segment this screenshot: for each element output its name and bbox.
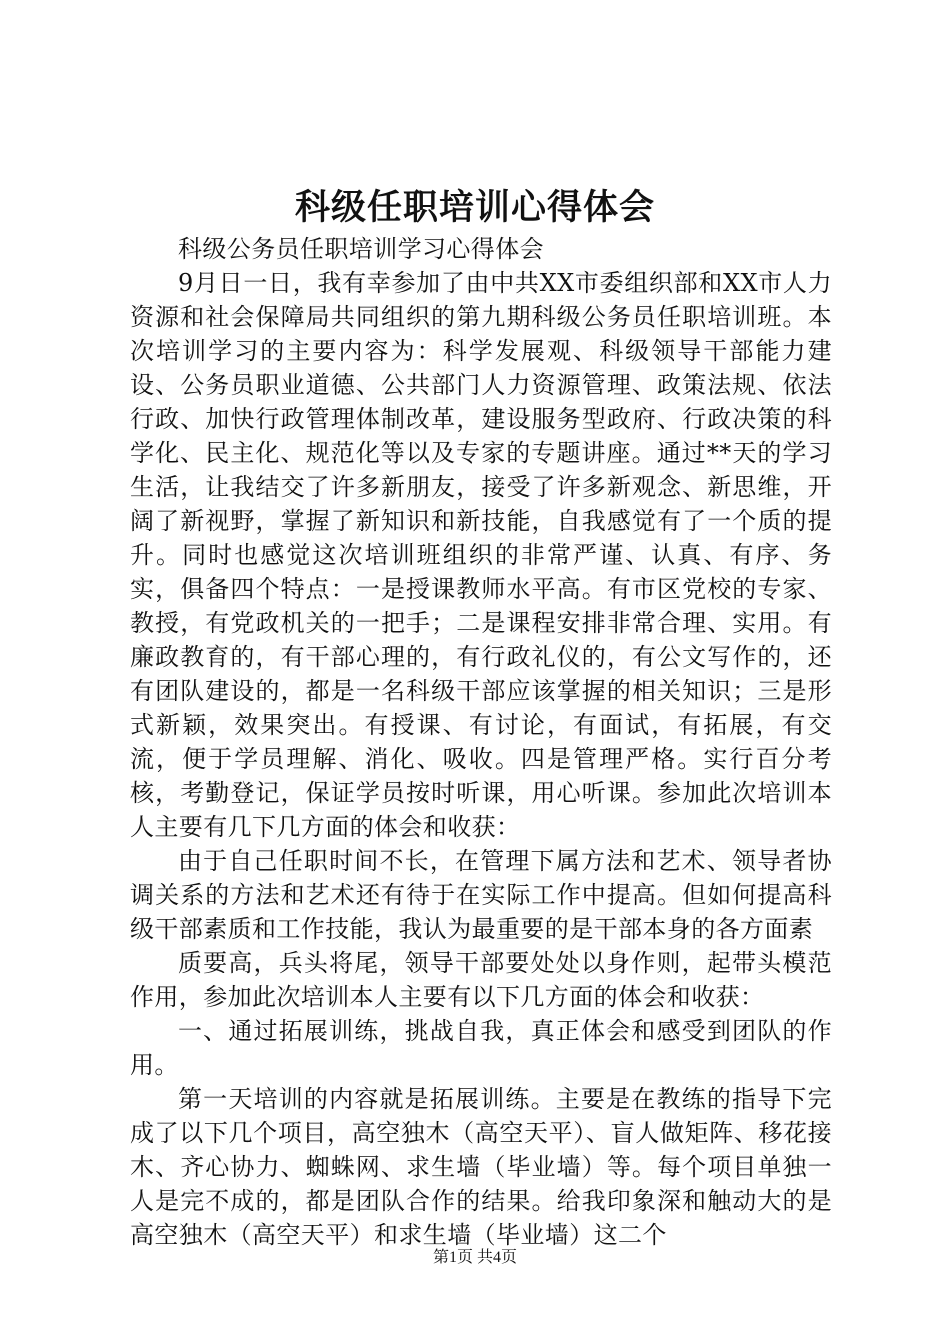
document-body <box>130 232 832 1252</box>
paragraph: 一、通过拓展训练，挑战自我，真正体会和感受到团队的作用。 <box>130 1017 832 1079</box>
paragraph: 由于自己任职时间不长，在管理下属方法和艺术、领导者协调关系的方法和艺术还有待于在实际工作中提高。但如何提高科级干部素质和工作技能，我认为最重要的是干部本身的各方面素 <box>130 847 832 943</box>
paragraph: 第一天培训的内容就是拓展训练。主要是在教练的指导下完成了以下几个项目，高空独木（高空天平）、盲人做矩阵、移花接木、齐心协力、蜘蛛网、求生墙（毕业墙）等。每个项目单独一人是完不成的，都是团队合作的结果。给我印象深和触动大的是高空独木（高空天平）和求生墙（毕业墙）这二个 <box>130 1085 832 1249</box>
paragraph-subtitle: 科级公务员任职培训学习心得体会 <box>178 235 544 263</box>
paragraph: 质要高，兵头将尾，领导干部要处处以身作则，起带头模范作用，参加此次培训本人主要有以下几方面的体会和收获： <box>130 949 832 1011</box>
paragraph: 9月日一日，我有幸参加了由中共XX市委组织部和XX市人力资源和社会保障局共同组织的第九期科级公务员任职培训班。本次培训学习的主要内容为：科学发展观、科级领导干部能力建设、公务员职业道德、公共部门人力资源管理、政策法规、依法行政、加快行政管理体制改革，建设服务型政府、行政决策的科学化、民主化、规范化等以及专家的专题讲座。通过**天的学习生活，让我结交了许多新朋友，接受了许多新观念、新思维，开阔了新视野，掌握了新知识和新技能，自我感觉有了一个质的提升。同时也感觉这次培训班组织的非常严谨、认真、有序、务实，俱备四个特点：一是授课教师水平高。有市区党校的专家、教授，有党政机关的一把手；二是课程安排非常合理、实用。有廉政教育的，有干部心理的，有行政礼仪的，有公文写作的，还有团队建设的，都是一名科级干部应该掌握的相关知识；三是形式新颖，效果突出。有授课、有讨论，有面试，有拓展，有交流，便于学员理解、消化、吸收。四是管理严格。实行百分考核，考勤登记，保证学员按时听课，用心听课。参加此次培训本人主要有几下几方面的体会和收获： <box>130 269 832 841</box>
document-title: 科级任职培训心得体会 <box>294 188 655 228</box>
page-number-footer: 第1页 共4页 <box>432 1249 517 1266</box>
